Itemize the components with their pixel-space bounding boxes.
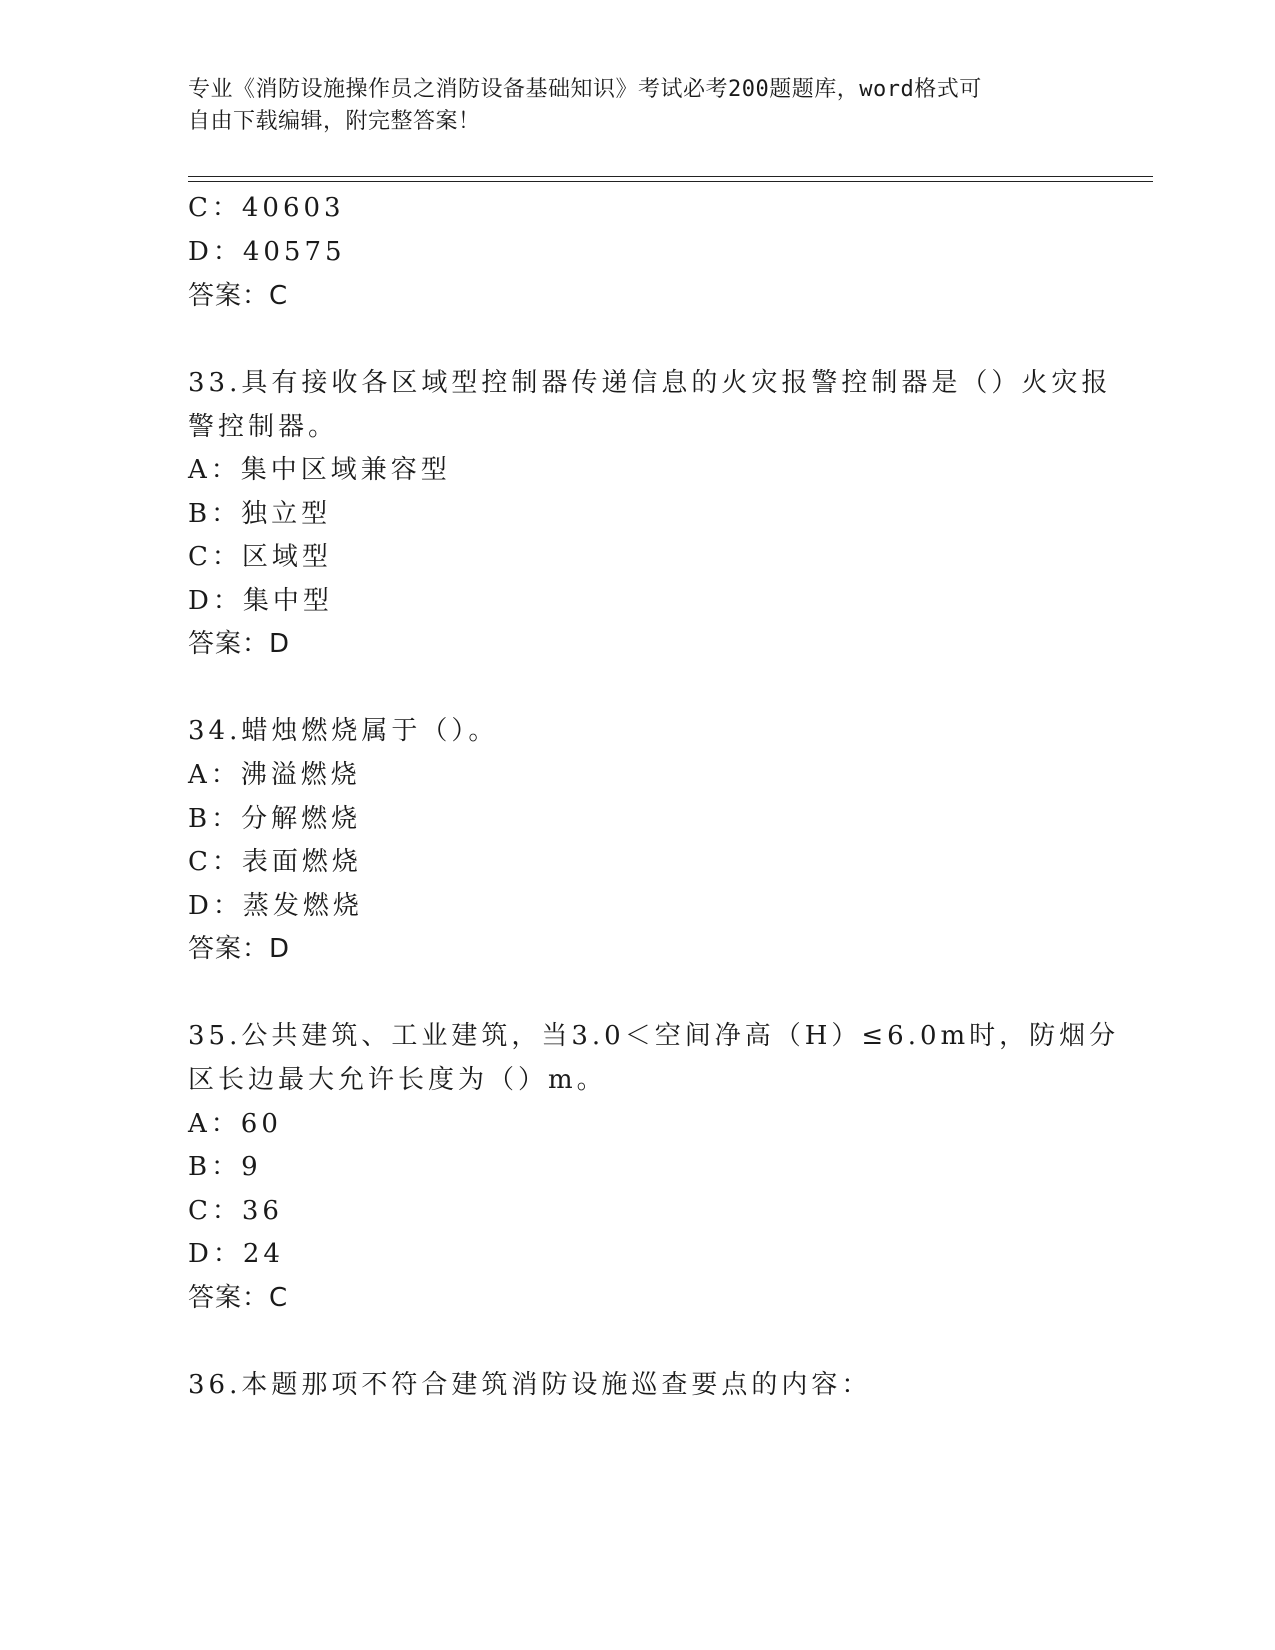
- option-line: C：区域型: [188, 542, 332, 572]
- question-line: 36.本题那项不符合建筑消防设施巡查要点的内容：: [188, 1370, 872, 1400]
- option-line: C：表面燃烧: [188, 847, 362, 877]
- question-line: 35.公共建筑、工业建筑，当3.0＜空间净高（H）≤6.0m时，防烟分: [188, 1021, 1120, 1051]
- option-line: C：36: [188, 1196, 283, 1226]
- header-line-1: 专业《消防设施操作员之消防设备基础知识》考试必考200题题库，word格式可: [188, 77, 982, 102]
- option-line: B：9: [188, 1152, 262, 1182]
- option-line: D：40575: [188, 237, 346, 267]
- header-line-2: 自由下载编辑，附完整答案！: [188, 109, 481, 134]
- option-line: B：独立型: [188, 499, 332, 529]
- option-line: A：集中区域兼容型: [188, 455, 451, 485]
- option-line: A：60: [188, 1109, 282, 1139]
- header-rule-lower: [188, 181, 1153, 182]
- answer-line: 答案：C: [188, 281, 289, 311]
- option-line: B：分解燃烧: [188, 804, 362, 834]
- question-line: 34.蜡烛燃烧属于（）。: [188, 716, 499, 746]
- answer-line: 答案：C: [188, 1283, 289, 1313]
- option-line: D：24: [188, 1239, 284, 1269]
- question-line: 警控制器。: [188, 412, 339, 442]
- option-line: A：沸溢燃烧: [188, 760, 361, 790]
- answer-line: 答案：D: [188, 629, 291, 659]
- question-line: 33.具有接收各区域型控制器传递信息的火灾报警控制器是（）火灾报: [188, 368, 1112, 398]
- document-header: [188, 74, 1068, 138]
- option-line: D：蒸发燃烧: [188, 891, 363, 921]
- question-line: 区长边最大允许长度为（）m。: [188, 1065, 607, 1095]
- answer-line: 答案：D: [188, 934, 291, 964]
- option-line: D：集中型: [188, 586, 333, 616]
- option-line: C：40603: [188, 193, 345, 223]
- header-rule-upper: [188, 176, 1153, 177]
